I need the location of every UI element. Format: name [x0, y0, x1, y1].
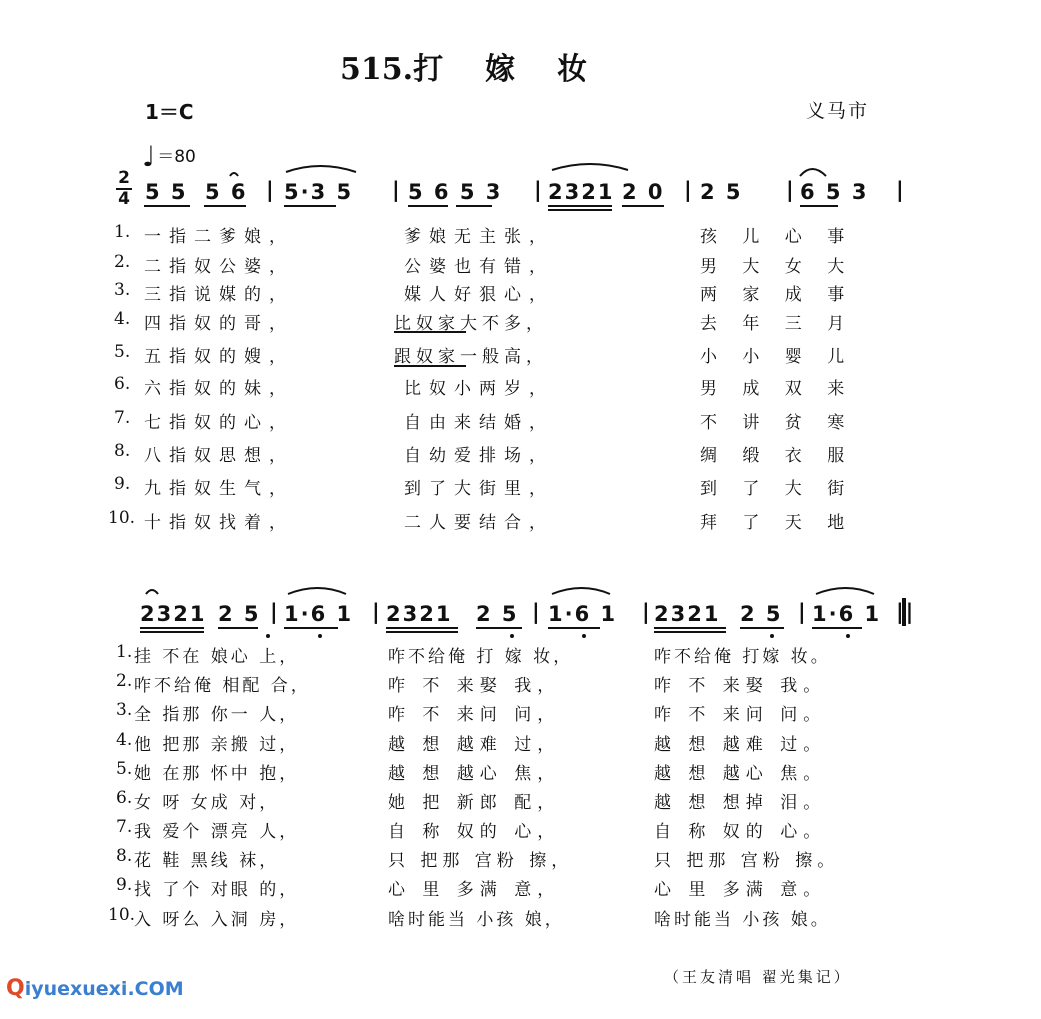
slur-mark: [146, 590, 158, 594]
verse-line-b: 咋 不 来娶 我，: [388, 676, 561, 696]
verse-line-a: 一指二爹娘，: [144, 227, 294, 247]
barline: |: [270, 600, 280, 624]
verse-line-a: 挂 不在 娘心 上，: [134, 647, 300, 667]
verse-row: [0, 374, 1041, 404]
watermark-logo-letter: Q: [6, 976, 25, 1001]
key-signature: 1＝C: [145, 100, 194, 124]
quarter-note-icon: ♩: [142, 140, 156, 173]
verse-line-c: 去 年 三 月: [700, 314, 855, 334]
verse-line-c: 只 把那 宫粉 擦。: [654, 851, 840, 871]
verse-line-c: 男 成 双 来: [700, 379, 855, 399]
verse-row: [0, 441, 1041, 471]
barline: |: [684, 178, 694, 202]
verse-line-b: 心 里 多满 意，: [388, 880, 561, 900]
verse-line-c: 不 讲 贫 寒: [700, 413, 855, 433]
verse-line-c: 绸 缎 衣 服: [700, 446, 855, 466]
verse-number: 8.: [116, 846, 133, 866]
verse-line-c: 越 想 越难 过。: [654, 735, 827, 755]
low-octave-dot: [582, 634, 586, 638]
verse-row: [0, 642, 1041, 670]
verse-number: 10.: [108, 508, 136, 528]
notation-m3: 5 6 5 3: [408, 180, 503, 204]
final-barline: ||: [896, 600, 916, 624]
verse-line-a: 五指奴的嫂，: [144, 347, 294, 367]
verse-row: [0, 875, 1041, 903]
notation-m10: 1·6 1: [548, 602, 618, 626]
barline: |: [532, 600, 542, 624]
verse-row: [0, 817, 1041, 845]
notation-m6: 6 5 3: [800, 180, 869, 204]
verse-line-b: 比奴小两岁，: [404, 379, 554, 399]
verse-line-b: 比奴家大不多，: [394, 314, 548, 334]
verse-row: [0, 700, 1041, 728]
verse-line-c: 越 想 想掉 泪。: [654, 793, 827, 813]
verse-line-a: 二指奴公婆，: [144, 257, 294, 277]
low-octave-dot: [510, 634, 514, 638]
verse-row: [0, 252, 1041, 282]
song-title-text: 打嫁妆: [413, 52, 630, 87]
verse-line-a: 九指奴生气，: [144, 479, 294, 499]
verse-number: 3.: [116, 700, 133, 720]
low-octave-dot: [846, 634, 850, 638]
verse-number: 2.: [114, 252, 131, 272]
slur-mark: [816, 588, 874, 594]
verse-row: [0, 474, 1041, 504]
verse-row: [0, 508, 1041, 538]
trill-mark: [230, 173, 238, 176]
performer-credit: （王友清唱 翟光集记）: [664, 968, 852, 986]
verse-row: [0, 671, 1041, 699]
verse-line-b: 越 想 越心 焦，: [388, 764, 561, 784]
verse-line-c: 到 了 大 街: [700, 479, 855, 499]
verse-line-a: 十指奴找着，: [144, 513, 294, 533]
verse-row: [0, 408, 1041, 438]
verse-line-a: 咋不给俺 相配 合，: [134, 676, 311, 696]
notation-m5: 2 5: [700, 180, 743, 204]
slur-mark: [286, 166, 356, 172]
verse-line-c: 自 称 奴的 心。: [654, 822, 827, 842]
verse-number: 6.: [114, 374, 131, 394]
verse-line-a: 四指奴的哥，: [144, 314, 294, 334]
notation-m7b: 2 5: [218, 602, 261, 626]
verse-row: [0, 905, 1041, 933]
verse-line-c: 孩 儿 心 事: [700, 227, 855, 247]
notation-m9a: 2321: [386, 602, 453, 626]
notation-m11b: 2 5: [740, 602, 783, 626]
verse-number: 9.: [116, 875, 133, 895]
verse-row: [0, 222, 1041, 252]
verse-number: 7.: [116, 817, 133, 837]
verse-line-a: 花 鞋 黑线 袜，: [134, 851, 280, 871]
verse-line-b: 跟奴家一般高，: [394, 347, 548, 367]
verse-row: [0, 759, 1041, 787]
time-signature-bottom: 4: [118, 189, 130, 209]
verse-row: [0, 788, 1041, 816]
verse-line-c: 越 想 越心 焦。: [654, 764, 827, 784]
verse-line-a: 找 了个 对眼 的，: [134, 880, 300, 900]
verse-line-b: 自幼爱排场，: [404, 446, 554, 466]
verse-number: 3.: [114, 280, 131, 300]
verse-number: 1.: [116, 642, 133, 662]
verse-line-c: 咋 不 来问 问。: [654, 705, 827, 725]
slur-mark: [552, 588, 610, 594]
barline: |: [896, 178, 906, 202]
low-octave-dot: [266, 634, 270, 638]
verse-line-a: 女 呀 女成 对，: [134, 793, 280, 813]
low-octave-dot: [318, 634, 322, 638]
notation-m1b: 5 6: [205, 180, 248, 204]
barline: |: [392, 178, 402, 202]
verse-line-a: 七指奴的心，: [144, 413, 294, 433]
verse-line-b: 自 称 奴的 心，: [388, 822, 561, 842]
verse-line-b: 二人要结合，: [404, 513, 554, 533]
barline: |: [266, 178, 276, 202]
verse-number: 7.: [114, 408, 131, 428]
verse-line-a: 六指奴的妹，: [144, 379, 294, 399]
notation-m8: 1·6 1: [284, 602, 354, 626]
site-watermark[interactable]: [6, 976, 184, 1001]
verse-line-b: 自由来结婚，: [404, 413, 554, 433]
verse-line-b: 到了大街里，: [404, 479, 554, 499]
verse-line-a: 她 在那 怀中 抱，: [134, 764, 300, 784]
barline: |: [534, 178, 544, 202]
verse-line-a: 八指奴思想，: [144, 446, 294, 466]
slur-mark: [288, 588, 346, 594]
verse-row: [0, 342, 1041, 372]
notation-m12: 1·6 1: [812, 602, 882, 626]
notation-m7a: 2321: [140, 602, 207, 626]
verse-line-c: 咋 不 来娶 我。: [654, 676, 827, 696]
verse-line-b: 媒人好狠心，: [404, 285, 554, 305]
watermark-text: iyuexuexi.COM: [24, 978, 184, 1000]
verse-line-b: 啥时能当 小孩 娘，: [388, 910, 565, 930]
verse-number: 4.: [116, 730, 133, 750]
verse-line-a: 入 呀么 入洞 房，: [134, 910, 300, 930]
verse-line-b: 咋 不 来问 问，: [388, 705, 561, 725]
time-signature-top: 2: [118, 168, 130, 188]
notation-m9b: 2 5: [476, 602, 519, 626]
verse-number: 5.: [114, 342, 131, 362]
verse-number: 10.: [108, 905, 136, 925]
notation-m4a: 2321: [548, 180, 615, 204]
verse-line-a: 他 把那 亲搬 过，: [134, 735, 300, 755]
verse-row: [0, 730, 1041, 758]
notation-m11a: 2321: [654, 602, 721, 626]
verse-number: 2.: [116, 671, 133, 691]
barline: |: [798, 600, 808, 624]
barline: |: [372, 600, 382, 624]
verse-line-b: 咋不给俺 打 嫁 妆，: [388, 647, 574, 667]
verse-line-c: 心 里 多满 意。: [654, 880, 827, 900]
verse-line-b: 公婆也有错，: [404, 257, 554, 277]
verse-number: 1.: [114, 222, 131, 242]
notation-m1a: 5 5: [145, 180, 188, 204]
verse-line-b: 只 把那 宫粉 擦，: [388, 851, 574, 871]
verse-number: 5.: [116, 759, 133, 779]
verse-line-c: 男 大 女 大: [700, 257, 855, 277]
verse-line-c: 啥时能当 小孩 娘。: [654, 910, 831, 930]
slur-mark: [800, 169, 826, 176]
notation-m4b: 2 0: [622, 180, 665, 204]
notation-m2: 5·3 5: [284, 180, 354, 204]
verse-number: 9.: [114, 474, 131, 494]
verse-line-c: 小 小 婴 儿: [700, 347, 855, 367]
verse-line-c: 咋不给俺 打嫁 妆。: [654, 647, 831, 667]
verse-line-a: 我 爱个 漂亮 人，: [134, 822, 300, 842]
verse-row: [0, 846, 1041, 874]
verse-line-c: 两 家 成 事: [700, 285, 855, 305]
verse-line-a: 三指说媒的，: [144, 285, 294, 305]
verse-line-b: 她 把 新郎 配，: [388, 793, 561, 813]
region-label: 义马市: [806, 100, 870, 122]
slur-mark: [552, 164, 628, 170]
barline: |: [642, 600, 652, 624]
barline: |: [786, 178, 796, 202]
song-number: 515.: [340, 52, 414, 87]
verse-number: 6.: [116, 788, 133, 808]
verse-line-b: 爹娘无主张，: [404, 227, 554, 247]
low-octave-dot: [770, 634, 774, 638]
verse-row: [0, 309, 1041, 339]
verse-number: 4.: [114, 309, 131, 329]
verse-line-c: 拜 了 天 地: [700, 513, 855, 533]
verse-row: [0, 280, 1041, 310]
tempo-value: ＝80: [157, 147, 196, 167]
verse-line-a: 全 指那 你一 人，: [134, 705, 300, 725]
verse-number: 8.: [114, 441, 131, 461]
verse-line-b: 越 想 越难 过，: [388, 735, 561, 755]
